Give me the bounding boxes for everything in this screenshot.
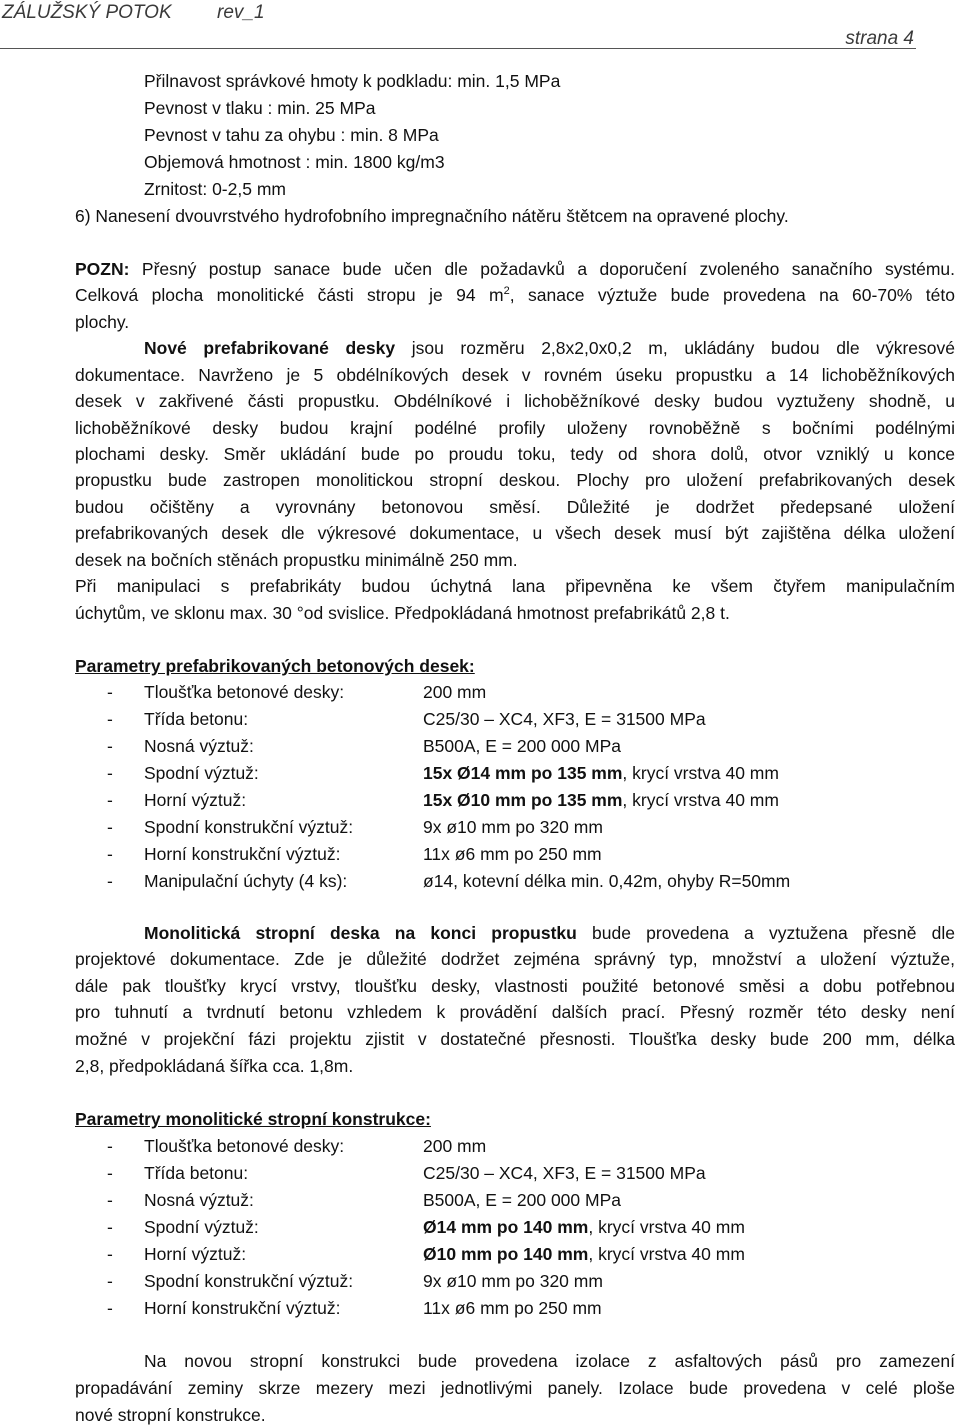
insulation-line: Na novou stropní konstrukci bude provedena izolace z asfaltových pásů pro zamezení bbox=[144, 1351, 955, 1371]
mono-line: Monolitická stropní deska na konci propustku bude provedena a vyztužena přesně dle bbox=[144, 923, 956, 943]
mono-line: 2,8, předpokládaná šířka cca. 1,8m. bbox=[75, 1056, 354, 1076]
revision-label: rev_1 bbox=[217, 2, 265, 23]
mono-line: projektové dokumentace. Zde je důležité dodržet zejména správný typ, množství a uložení výztuže, bbox=[75, 949, 955, 969]
list-dash: - bbox=[107, 763, 113, 783]
prefab-line: budou očištěny a vyrovnány betonovou směsí. Důležité je dodržet předepsané uložení bbox=[75, 497, 955, 517]
param-value-text: , krycí vrstva 40 mm bbox=[588, 1244, 745, 1264]
list-dash: - bbox=[107, 682, 113, 702]
param-row bbox=[107, 870, 957, 892]
param-row bbox=[107, 1243, 957, 1265]
param-label: Horní konstrukční výztuž: bbox=[144, 844, 341, 864]
param-value-text: 9x ø10 mm po 320 mm bbox=[423, 1271, 603, 1291]
param-row bbox=[107, 789, 957, 811]
param-value-text: 11x ø6 mm po 250 mm bbox=[423, 1298, 602, 1318]
list-dash: - bbox=[107, 1298, 113, 1318]
param-label: Spodní výztuž: bbox=[144, 1217, 259, 1237]
spec-line: Pevnost v tahu za ohybu : min. 8 MPa bbox=[144, 125, 439, 145]
param-value-bold: Ø10 mm po 140 mm bbox=[423, 1244, 589, 1264]
param-value-text: , krycí vrstva 40 mm bbox=[588, 1217, 745, 1237]
param-row bbox=[107, 735, 957, 757]
param-value-text: 11x ø6 mm po 250 mm bbox=[423, 844, 602, 864]
param-value-bold: 15x Ø10 mm po 135 mm bbox=[423, 790, 623, 810]
param-label: Třída betonu: bbox=[144, 709, 249, 729]
param-row bbox=[107, 1297, 957, 1319]
param-label: Spodní výztuž: bbox=[144, 763, 259, 783]
param-row bbox=[107, 1162, 957, 1184]
param-row bbox=[107, 708, 957, 730]
param-value bbox=[423, 1135, 486, 1157]
prefab-line: lichoběžníkové desky budou krajní podélné profily uloženy rovnoběžně s bočními podélnými bbox=[75, 418, 955, 438]
param-value bbox=[423, 870, 790, 892]
note-lead: POZN: bbox=[75, 259, 130, 279]
params-prefab-title: Parametry prefabrikovaných betonových desek: bbox=[75, 656, 475, 676]
param-value-text: B500A, E = 200 000 MPa bbox=[423, 736, 621, 756]
prefab-lead: Nové prefabrikované desky bbox=[144, 338, 396, 358]
param-row bbox=[107, 843, 957, 865]
param-label: Tloušťka betonové desky: bbox=[144, 682, 345, 702]
list-dash: - bbox=[107, 871, 113, 891]
param-value-text: 9x ø10 mm po 320 mm bbox=[423, 817, 603, 837]
spec-line: Přilnavost správkové hmoty k podkladu: min. 1,5 MPa bbox=[144, 71, 561, 91]
param-value bbox=[423, 1270, 603, 1292]
prefab-line: dokumentace. Navrženo je 5 obdélníkových desek v rovném úseku propustku a 14 lichoběžníkových bbox=[75, 365, 955, 385]
prefab-line: plochami desky. Směr ukládání bude po proudu toku, tedy od shora dolů, otvor vzniklý u konce bbox=[75, 444, 955, 464]
list-dash: - bbox=[107, 844, 113, 864]
param-value bbox=[423, 681, 486, 703]
param-row bbox=[107, 762, 957, 784]
param-value bbox=[423, 789, 779, 811]
mono-lead: Monolitická stropní deska na konci propustku bbox=[144, 923, 577, 943]
param-value-bold: Ø14 mm po 140 mm bbox=[423, 1217, 589, 1237]
params-mono-title: Parametry monolitické stropní konstrukce: bbox=[75, 1109, 431, 1129]
param-value bbox=[423, 816, 603, 838]
param-row bbox=[107, 1135, 957, 1157]
handling-line: Při manipulaci s prefabrikáty budou úchytná lana připevněna ke všem čtyřem manipulačním bbox=[75, 576, 955, 596]
page-header bbox=[0, 0, 960, 52]
handling-line: úchytům, ve sklonu max. 30 °od svislice. Předpokládaná hmotnost prefabrikátů 2,8 t. bbox=[75, 603, 730, 623]
param-value-text: ø14, kotevní délka min. 0,42m, ohyby R=50mm bbox=[423, 871, 791, 891]
step-6: 6) Nanesení dvouvrstvého hydrofobního impregnačního nátěru štětcem na opravené plochy. bbox=[75, 206, 789, 226]
list-dash: - bbox=[107, 736, 113, 756]
param-label: Spodní konstrukční výztuž: bbox=[144, 817, 354, 837]
param-value bbox=[423, 843, 602, 865]
prefab-line: desek v zakřivené části propustku. Obdélníkové i lichoběžníkové desky budou vyztuženy shodně, u bbox=[75, 391, 955, 411]
prefab-line: prefabrikovaných desek dle výkresové dokumentace, u všech desek musí být zajištěna délka uložení bbox=[75, 523, 955, 543]
param-value bbox=[423, 1243, 745, 1265]
list-dash: - bbox=[107, 1244, 113, 1264]
param-label: Třída betonu: bbox=[144, 1163, 249, 1183]
list-dash: - bbox=[107, 1190, 113, 1210]
prefab-line: desek na bočních stěnách propustku minimálně 250 mm. bbox=[75, 550, 518, 570]
spec-line: Zrnitost: 0-2,5 mm bbox=[144, 179, 286, 199]
mono-line: pro tuhnutí a tvrdnutí betonu vzhledem k provádění dalších prací. Přesný rozměr této desky není bbox=[75, 1002, 955, 1022]
param-row bbox=[107, 681, 957, 703]
param-value-text: 200 mm bbox=[423, 682, 487, 702]
list-dash: - bbox=[107, 1217, 113, 1237]
param-value bbox=[423, 1189, 621, 1211]
param-value bbox=[423, 762, 779, 784]
param-label: Nosná výztuž: bbox=[144, 1190, 254, 1210]
list-dash: - bbox=[107, 709, 113, 729]
prefab-line: propustku bude zastropen monolitickou stropní deskou. Plochy pro uložení prefabrikovaných desek bbox=[75, 470, 955, 490]
param-value bbox=[423, 1216, 745, 1238]
param-value-text: C25/30 – XC4, XF3, E = 31500 MPa bbox=[423, 709, 706, 729]
note-line: plochy. bbox=[75, 312, 130, 332]
param-row bbox=[107, 1270, 957, 1292]
param-value-bold: 15x Ø14 mm po 135 mm bbox=[423, 763, 623, 783]
param-label: Nosná výztuž: bbox=[144, 736, 254, 756]
param-label: Manipulační úchyty (4 ks): bbox=[144, 871, 348, 891]
param-label: Horní výztuž: bbox=[144, 1244, 247, 1264]
insulation-line: nové stropní konstrukce. bbox=[75, 1405, 266, 1425]
param-value bbox=[423, 735, 621, 757]
prefab-line: Nové prefabrikované desky jsou rozměru 2,8x2,0x0,2 m, ukládány budou dle výkresové bbox=[144, 338, 955, 358]
project-name: ZÁLUŽSKÝ POTOK bbox=[2, 2, 172, 23]
insulation-line: propadávání zeminy skrze mezery mezi jednotlivými panely. Izolace bude provedena v celé ploše bbox=[75, 1378, 955, 1398]
param-value bbox=[423, 1297, 602, 1319]
list-dash: - bbox=[107, 1271, 113, 1291]
list-dash: - bbox=[107, 790, 113, 810]
param-value-text: , krycí vrstva 40 mm bbox=[622, 763, 779, 783]
param-row bbox=[107, 816, 957, 838]
param-value bbox=[423, 1162, 706, 1184]
param-value-text: 200 mm bbox=[423, 1136, 487, 1156]
param-label: Horní výztuž: bbox=[144, 790, 247, 810]
mono-line: možné v projekční fázi projektu zjistit v dostatečné přesnosti. Tloušťka desky bude 200 mm, délka bbox=[75, 1029, 955, 1049]
list-dash: - bbox=[107, 1136, 113, 1156]
param-value-text: , krycí vrstva 40 mm bbox=[622, 790, 779, 810]
spec-line: Pevnost v tlaku : min. 25 MPa bbox=[144, 98, 376, 118]
list-dash: - bbox=[107, 1163, 113, 1183]
param-value-text: C25/30 – XC4, XF3, E = 31500 MPa bbox=[423, 1163, 706, 1183]
param-label: Spodní konstrukční výztuž: bbox=[144, 1271, 354, 1291]
list-dash: - bbox=[107, 817, 113, 837]
mono-line: dále pak tloušťky krycí vrstvy, tloušťku desky, vlastnosti použité betonové směsi a dobu potřebnou bbox=[75, 976, 955, 996]
spec-line: Objemová hmotnost : min. 1800 kg/m3 bbox=[144, 152, 445, 172]
param-label: Horní konstrukční výztuž: bbox=[144, 1298, 341, 1318]
param-label: Tloušťka betonové desky: bbox=[144, 1136, 345, 1156]
page-number: strana 4 bbox=[845, 28, 914, 49]
param-value bbox=[423, 708, 706, 730]
param-value-text: B500A, E = 200 000 MPa bbox=[423, 1190, 621, 1210]
note-line: POZN: Přesný postup sanace bude učen dle požadavků a doporučení zvoleného sanačního systému. bbox=[75, 259, 955, 279]
header-divider bbox=[0, 48, 916, 49]
note-line: Celková plocha monolitické části stropu je 94 $m^2$, sanace výztuže bude provedena na 60-70% této bbox=[75, 285, 955, 305]
param-row bbox=[107, 1216, 957, 1238]
param-row bbox=[107, 1189, 957, 1211]
